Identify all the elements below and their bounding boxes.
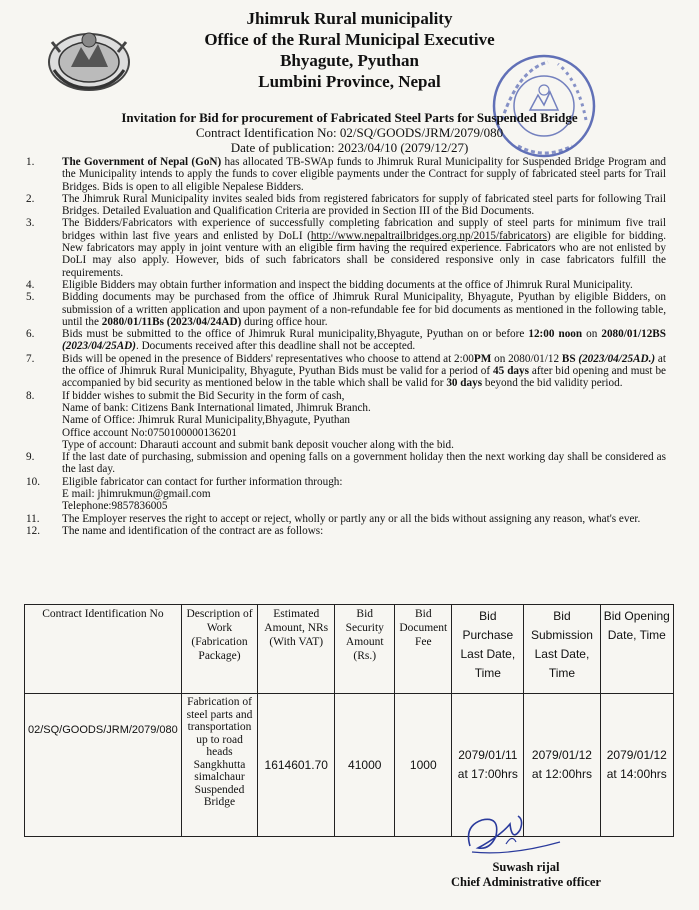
clause-8 — [24, 390, 666, 451]
office-name-line: Name of Office: Jhimruk Rural Municipality,Bhyagute, Pyuthan — [62, 414, 351, 427]
clause-text-part: at the office of Jhimruk Rural Municipality, Bhyagute, Pyuthan Bids must be valid for a period of — [62, 352, 667, 378]
contact-email: E mail: jhimrukmun@gmail.com — [62, 488, 211, 501]
column-header: Contract Identification No — [25, 605, 182, 694]
clause-bold-italic: (2023/04/25AD.) — [578, 352, 656, 365]
bank-name: Name of bank: Citizens Bank International limated, Jhimruk Branch. — [62, 401, 371, 414]
clause-text-part: The Bidders/Fabricators with experience of successfully completing fabrication and supply of steel parts for minimum five trail bridges within last five years and enlisted by DoLI ( — [62, 217, 666, 242]
account-number: Office account No:0750100000136201 — [62, 426, 238, 439]
handwritten-signature — [460, 806, 580, 860]
clause-number: 5. — [26, 291, 35, 304]
clause-12 — [24, 525, 666, 537]
clause-bold: 2080/01/11Bs (2023/04/24AD) — [101, 315, 242, 328]
clause-bold: The Government of Nepal (GoN) — [62, 156, 222, 168]
clause-text-part: Bids must be submitted to the office of Jhimruk Rural municipality,Bhyagute, Pyuthan on or before — [62, 328, 529, 341]
clause-bold: BS — [561, 352, 576, 365]
clause-bold: 2080/01/12BS — [601, 328, 666, 341]
clause-text: If the last date of purchasing, submission and opening falls on a government holiday then the next working day shall be considered as the last day. — [62, 451, 666, 476]
clause-number: 11. — [26, 512, 40, 525]
column-header: Bid Purchase Last Date, Time — [452, 605, 524, 694]
publication-date: Date of publication: 2023/04/10 (2079/12/27) — [230, 140, 469, 155]
table-header-row — [25, 605, 674, 694]
clause-text — [62, 217, 666, 278]
clause-text-part: on 2080/01/12 — [491, 352, 562, 365]
table-cell-opening-date: 2079/01/12 at 14:00hrs — [600, 694, 673, 837]
clause-4 — [24, 279, 666, 291]
clause-3 — [24, 217, 666, 278]
column-header: Bid Document Fee — [395, 605, 452, 694]
clause-10 — [24, 476, 666, 513]
clause-number: 7. — [26, 352, 35, 365]
clause-9 — [24, 451, 666, 476]
province-name: Lumbini Province, Nepal — [258, 72, 441, 91]
clause-number: 10. — [26, 475, 40, 488]
office-location: Bhyagute, Pyuthan — [280, 51, 419, 70]
clause-text-part: . Documents received after this deadline shall not be accepted. — [135, 340, 416, 353]
clause-text — [62, 156, 666, 193]
column-header: Bid Submission Last Date, Time — [524, 605, 600, 694]
clause-text-part: during office hour. — [241, 315, 328, 328]
clause-number: 8. — [26, 389, 35, 402]
municipality-name: Jhimruk Rural municipality — [246, 9, 453, 28]
signer-name: Suwash rijal — [492, 860, 560, 874]
table-cell-submission-date: 2079/01/12 at 12:00hrs — [524, 694, 600, 837]
clause-text-part: Bids will be opened in the presence of Bidders' representatives who choose to attend at 2:00 — [62, 352, 474, 365]
clause-2 — [24, 193, 666, 218]
column-header: Estimated Amount, NRs (With VAT) — [258, 605, 335, 694]
clause-text: The Employer reserves the right to accept or reject, wholly or partly any or all the bids without assigning any reason, what's ever. — [62, 512, 641, 525]
office-name: Office of the Rural Municipal Executive — [204, 30, 495, 49]
column-header: Bid Security Amount (Rs.) — [335, 605, 395, 694]
clause-text-part: has allocated TB-SWAp funds to Jhimruk Rural Municipality for Suspended Bridge Program and the Municipality intends to apply the funds to cover eligible payments under the Contract for supply of fabricated steel parts for Trail Bridges. Bids is open to all eligible Nepalese Bidders. — [62, 156, 666, 193]
clause-number: 12. — [26, 524, 40, 537]
clause-text-part: ) are eligible for bidding. New fabricators may apply in joint venture with an eligible firm having the required experience. Fabricators who are not enlisted by DoLI may also apply. However, bids of such fabricators shall be considered responsive only in case fabricators fulfill the requirements. — [62, 229, 667, 279]
table-cell-description: Fabrication of steel parts and transportation up to road heads Sangkhutta simalchaur Suspended Bridge — [181, 694, 257, 837]
clause-text — [62, 291, 666, 328]
signer-title: Chief Administrative officer — [451, 875, 601, 889]
clause-number: 9. — [26, 451, 35, 464]
table-cell-contract-id: 02/SQ/GOODS/JRM/2079/080 — [25, 694, 182, 837]
clause-text: The Jhimruk Rural Municipality invites sealed bids from registered fabricators for supply of fabricated steel parts for following Trail Bridges. Detailed Evaluation and Qualification Criteria are provided in Section III of the Bid Documents. — [62, 192, 666, 218]
clause-text-part: on — [582, 328, 602, 341]
clause-text — [62, 353, 666, 390]
clause-bold: 12:00 noon — [528, 328, 583, 341]
clause-text — [62, 328, 666, 353]
column-header: Bid Opening Date, Time — [600, 605, 673, 694]
clause-line: Eligible fabricator can contact for further information through: — [62, 475, 343, 488]
clause-text-part: beyond the bid validity period. — [482, 377, 623, 390]
notice-clauses — [24, 156, 666, 537]
notice-title-block — [0, 110, 699, 155]
clause-7 — [24, 353, 666, 390]
clause-bold: 45 days — [493, 365, 529, 378]
clause-text: Eligible Bidders may obtain further information and inspect the bidding documents at the office of Jhimruk Rural Municipality. — [62, 278, 633, 291]
clause-text-part: Bidding documents may be purchased from the office of Jhimruk Rural Municipality, Bhyagute, Pyuthan by eligible Bidders, on submission of a written application and upon payment of a non-refundable fee for bid documents as mentioned in the following table, until the — [62, 291, 666, 328]
table-cell-estimated-amount: 1614601.70 — [258, 694, 335, 837]
clause-number: 2. — [26, 192, 35, 205]
clause-number: 3. — [26, 217, 35, 230]
contract-table — [24, 604, 674, 837]
clause-bold-italic: (2023/04/25AD) — [62, 340, 136, 353]
clause-number: 6. — [26, 328, 35, 341]
clause-text-part: after bid opening and must be accompanied by bid security as mentioned below in the table which shall be valid for — [62, 365, 667, 390]
table-cell-purchase-date: 2079/01/11 at 17:00hrs — [452, 694, 524, 837]
table-cell-document-fee: 1000 — [395, 694, 452, 837]
clause-6 — [24, 328, 666, 353]
contract-identification: Contract Identification No: 02/SQ/GOODS/JRM/2079/080 — [195, 125, 504, 140]
clause-5 — [24, 291, 666, 328]
table-cell-bid-security: 41000 — [335, 694, 395, 837]
contact-telephone: Telephone:9857836005 — [62, 500, 168, 513]
clause-text — [62, 390, 666, 451]
clause-line: If bidder wishes to submit the Bid Security in the form of cash, — [62, 389, 345, 402]
account-type: Type of account: Dharauti account and submit bank deposit voucher along with the bid. — [62, 438, 454, 451]
clause-11 — [24, 513, 666, 525]
clause-number: 4. — [26, 278, 35, 291]
clause-number: 1. — [26, 156, 35, 168]
clause-bold: 30 days — [446, 377, 483, 390]
clause-text — [62, 476, 666, 513]
signature-block — [396, 860, 656, 890]
clause-bold: PM — [473, 352, 492, 365]
clause-1 — [24, 156, 666, 193]
clause-text: The name and identification of the contract are as follows: — [62, 524, 324, 537]
invitation-title: Invitation for Bid for procurement of Fabricated Steel Parts for Suspended Bridge — [121, 110, 578, 125]
column-header: Description of Work (Fabrication Package) — [181, 605, 257, 694]
fabricators-link[interactable]: http://www.nepaltrailbridges.org.np/2015/fabricators — [310, 229, 547, 242]
